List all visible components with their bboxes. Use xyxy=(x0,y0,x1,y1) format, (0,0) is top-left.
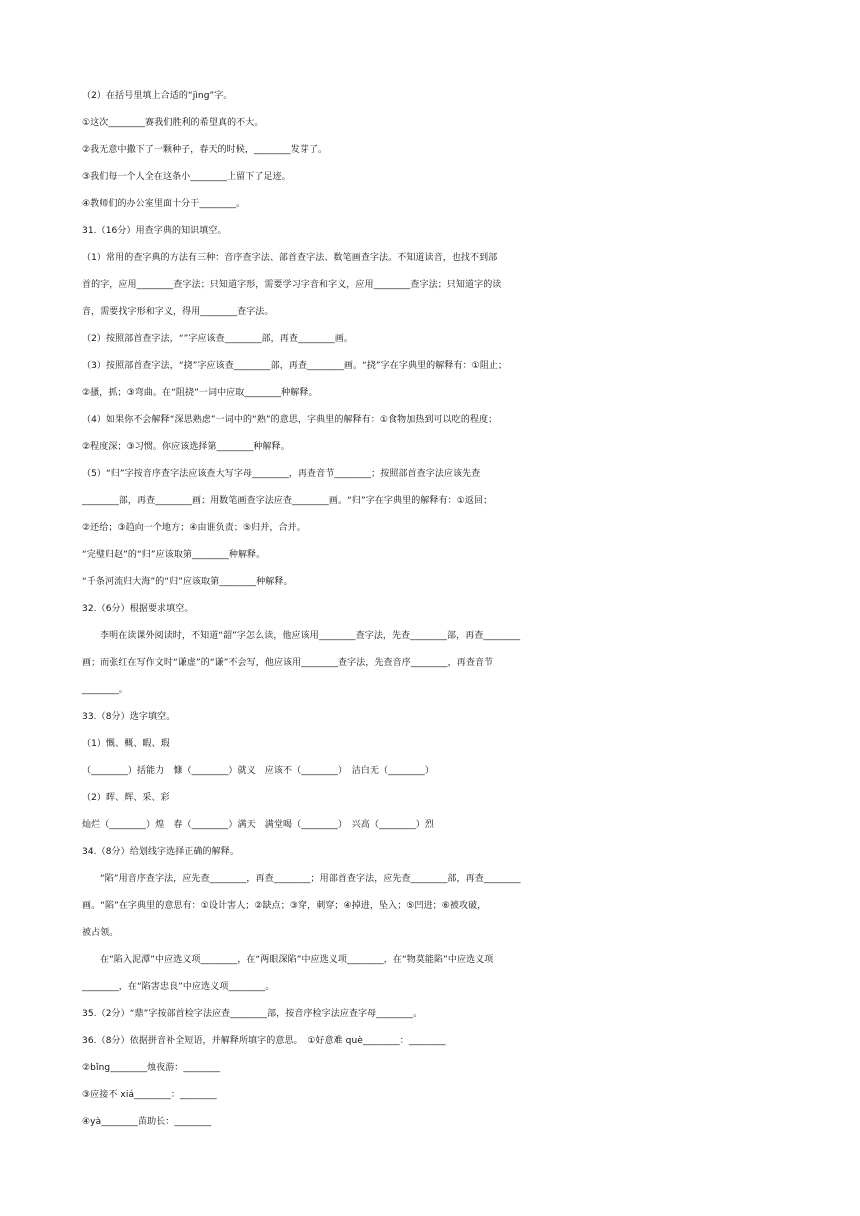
text-line: ________部，再查________画；用数笔画查字法应查________画。“归”字在字典里的解释有：①返回； xyxy=(82,496,493,506)
text-line: ③应接不 xiá________：________ xyxy=(82,1090,217,1100)
text-line: 画。“陷”在字典里的意思有：①设计害人；②缺点；③穿，刺穿；④掉进，坠入；⑤凹进；⑥被攻破， xyxy=(82,901,487,911)
text-line: 灿烂（________）煌 春（________）满天 满堂喝（________） 兴高（________）烈 xyxy=(82,820,435,830)
text-line: ②还给；③趋向一个地方；④由谁负责；⑤归并，合并。 xyxy=(82,523,306,533)
text-line: “陷”用音序查字法，应先查________，再查________；用部首查字法，应先查________部，再查________ xyxy=(100,874,521,884)
text-line: ________。 xyxy=(82,685,128,695)
question-heading: 31.（16分）用查字典的知识填空。 xyxy=(82,226,227,236)
text-line: （2）按照部首查字法，“”字应该查________部，再查________画。 xyxy=(82,334,353,344)
text-line: （1）常用的查字典的方法有三种：音序查字法、部首查字法、数笔画查字法。不知道读音，也找不到部 xyxy=(82,253,498,263)
text-line: ③我们每一个人全在这条小________上留下了足迹。 xyxy=(82,172,291,182)
text-line: ①这次________赛我们胜利的希望真的不大。 xyxy=(82,118,264,128)
text-line: （4）如果你不会解释“深思熟虑”一词中的“熟”的意思，字典里的解释有：①食物加热到可以吃的程度； xyxy=(82,415,498,425)
question-heading: 35.（2分）“鼎”字按部首检字法应查________部，按音序检字法应查字母________。 xyxy=(82,1009,423,1019)
text-line: （3）按照部首查字法，“挠”字应该查________部，再查________画。“挠”字在字典里的解释有：①阻止； xyxy=(82,361,508,371)
text-line: ④yà________苗助长：________ xyxy=(82,1117,212,1127)
text-line: ②程度深；③习惯。你应该选择第________种解释。 xyxy=(82,442,290,452)
text-line: ④教师们的办公室里面十分干________。 xyxy=(82,199,246,209)
text-line: （1）慨、概、暇、瑕 xyxy=(82,739,170,749)
question-heading: 33.（8分）选字填空。 xyxy=(82,712,176,722)
text-line: 音，需要找字形和字义，得用________查字法。 xyxy=(82,307,274,317)
text-line: 画；而张红在写作文时“谦虚”的“谦”不会写，他应该用________查字法，先查音序________，再查音节 xyxy=(82,658,494,668)
text-line: 首的字，应用________查字法；只知道字形，需要学习字音和字义，应用________查字法；只知道字的读 xyxy=(82,280,502,290)
text-line: 在“陷入泥潭”中应选义项________，在“两眼深陷”中应选义项________，在“物莫能陷”中应选义项 xyxy=(100,955,494,965)
text-line: “千条河流归大海”的“归”应该取第________种解释。 xyxy=(82,577,293,587)
question-heading: 32.（6分）根据要求填空。 xyxy=(82,604,194,614)
text-line: ②我无意中撒下了一颗种子，春天的时候，________发芽了。 xyxy=(82,145,328,155)
question-heading: 34.（8分）给划线字选择正确的解释。 xyxy=(82,847,239,857)
question-heading: 36.（8分）依据拼音补全短语，并解释所填字的意思。 ①好意难 què________：________ xyxy=(82,1036,446,1046)
text-line: （2）在括号里填上合适的“jìng”字。 xyxy=(82,91,233,101)
text-line: “完璧归赵”的“归”应该取第________种解释。 xyxy=(82,550,266,560)
text-line: ②搔，抓；③弯曲。在“阻挠”一词中应取________种解释。 xyxy=(82,388,318,398)
text-line: ②bǐng________烛夜游：________ xyxy=(82,1063,221,1073)
text-line: （5）“归”字按音序查字法应该查大写字母________，再查音节________；按照部首查字法应该先查 xyxy=(82,469,481,479)
text-line: （________）括能力 慷（________）就义 应该不（________） 洁白无（________） xyxy=(82,766,435,776)
text-line: 李明在读课外阅读时，不知道“韶”字怎么读，他应该用________查字法，先查________部，再查________ xyxy=(100,631,521,641)
text-line: ________，在“陷害忠良”中应选义项________。 xyxy=(82,982,275,992)
text-line: （2）晖、辉、采、彩 xyxy=(82,793,170,803)
text-line: 被占领。 xyxy=(82,928,119,938)
